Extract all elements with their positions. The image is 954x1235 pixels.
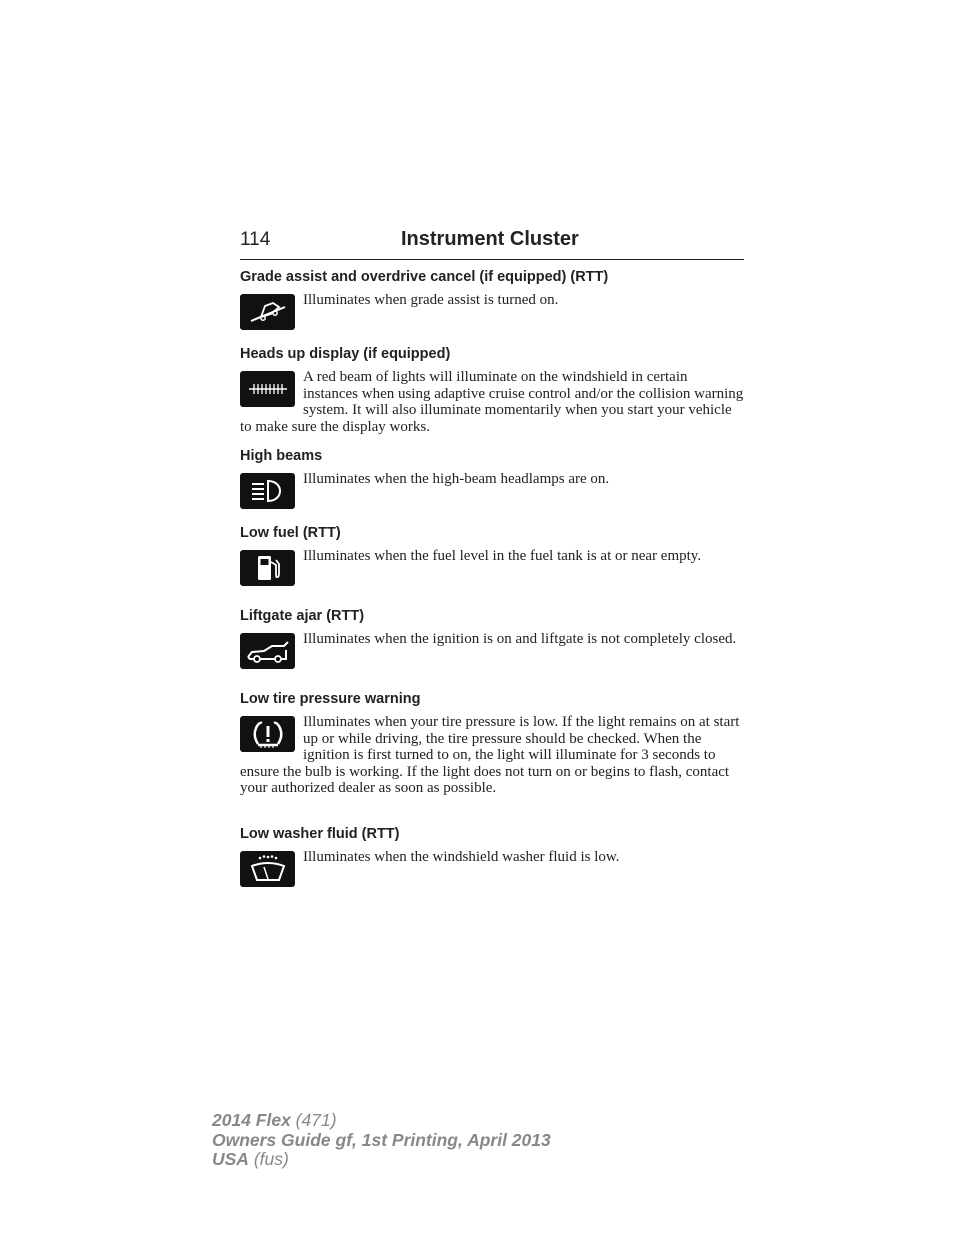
page-number: 114 <box>240 229 271 250</box>
liftgate-ajar-icon <box>240 633 295 669</box>
tire-pressure-icon <box>240 716 295 752</box>
footer-line-3 <box>212 1150 551 1170</box>
section-heads-up-display <box>240 345 744 435</box>
footer-line-2: Owners Guide gf, 1st Printing, April 2013 <box>212 1129 551 1150</box>
section-text: A red beam of lights will illuminate on the windshield in certain instances when using adaptive cruise control and/or the collision warning system. It will also illuminate momentarily when you start your vehicle to make sure the display works. <box>240 369 744 435</box>
section-text: Illuminates when the high-beam headlamps are on. <box>303 471 610 487</box>
section-liftgate-ajar <box>240 607 744 671</box>
section-low-fuel <box>240 524 744 588</box>
section-high-beams <box>240 447 744 511</box>
section-text: Illuminates when your tire pressure is low. If the light remains on at start up or while driving, the tire pressure should be checked. When the ignition is first turned to on, the light will illuminate for 3 seconds to ensure the bulb is working. If the light does not turn on or begins to flash, contact your authorized dealer as soon as possible. <box>240 714 740 796</box>
section-heading: Low washer fluid (RTT) <box>240 826 400 842</box>
footer-model-code: (471) <box>290 1110 337 1130</box>
high-beam-icon <box>240 473 295 509</box>
heads-up-display-icon <box>240 371 295 407</box>
section-heading: Liftgate ajar (RTT) <box>240 608 365 624</box>
section-text: Illuminates when the ignition is on and liftgate is not completely closed. <box>303 631 737 647</box>
fuel-pump-icon <box>240 550 295 586</box>
washer-fluid-icon <box>240 851 295 887</box>
section-text: Illuminates when grade assist is turned on. <box>303 292 559 308</box>
footer-market-code: (fus) <box>248 1149 289 1169</box>
section-text: Illuminates when the windshield washer fluid is low. <box>303 849 620 865</box>
page-footer <box>212 1111 551 1170</box>
footer-model: 2014 Flex <box>212 1110 291 1130</box>
page-title: Instrument Cluster <box>401 228 579 250</box>
footer-market: USA <box>212 1149 249 1169</box>
section-heading: High beams <box>240 448 323 464</box>
section-text: Illuminates when the fuel level in the fuel tank is at or near empty. <box>303 548 702 564</box>
footer-line-1 <box>212 1111 551 1131</box>
grade-assist-icon <box>240 294 295 330</box>
section-low-tire-pressure <box>240 690 744 797</box>
page-header <box>240 229 744 260</box>
section-low-washer-fluid <box>240 825 744 889</box>
section-heading: Low fuel (RTT) <box>240 525 341 541</box>
section-grade-assist <box>240 268 744 332</box>
section-heading: Low tire pressure warning <box>240 691 421 707</box>
section-heading: Grade assist and overdrive cancel (if equipped) (RTT) <box>240 269 609 285</box>
section-heading: Heads up display (if equipped) <box>240 346 451 362</box>
